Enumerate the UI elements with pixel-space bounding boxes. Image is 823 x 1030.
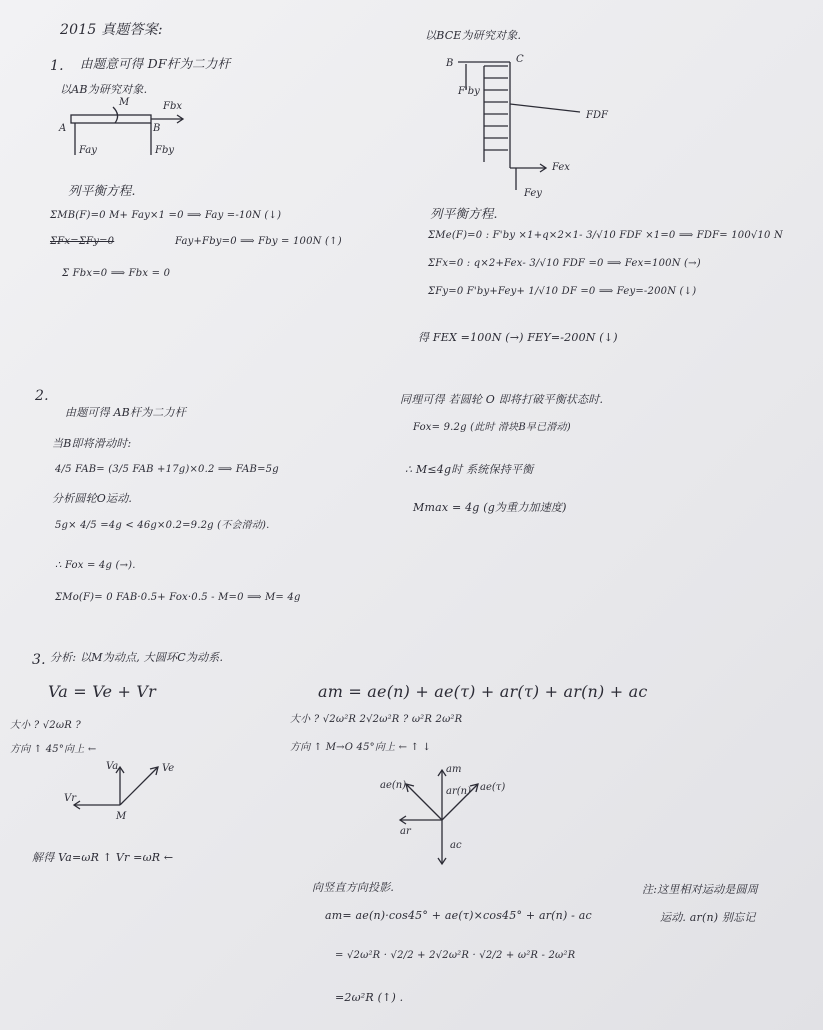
- problem-2-number: 2.: [35, 388, 49, 404]
- label-fay: Fay: [79, 145, 97, 156]
- problem-1-eq-6: ΣFy=0 F'by+Fey+ 1/√10 DF =0 ⟹ Fey=-200N (↓): [428, 286, 697, 297]
- note-line-2: 运动. ar(n) 别忘记: [660, 911, 756, 924]
- acceleration-diagram: [370, 760, 510, 870]
- label-am: am: [446, 764, 462, 775]
- label-b: B: [153, 123, 161, 134]
- label-fbx: Fbx: [163, 101, 182, 112]
- label-ac: ac: [450, 840, 462, 851]
- problem-1-eq-title: 列平衡方程.: [68, 183, 136, 198]
- aen-vector: [406, 784, 442, 820]
- velocity-diagram: [60, 755, 190, 825]
- problem-2-eq-3: ∴ Fox = 4g (→).: [55, 560, 136, 571]
- problem-2-right-3: ∴ M≤4g时 系统保持平衡: [405, 463, 534, 476]
- problem-1-number: 1.: [50, 58, 64, 74]
- projection-line-1: am= ae(n)·cos45° + ae(τ)×cos45° + ar(n) - ac: [325, 909, 592, 922]
- problem-2-line-1: 由题可得 AB杆为二力杆: [65, 406, 186, 419]
- projection-line-2: = √2ω²R · √2/2 + 2√2ω²R · √2/2 + ω²R - 2ω²R: [335, 950, 576, 961]
- problem-3-number: 3.: [32, 652, 46, 668]
- problem-1-eq-2: Fay+Fby=0 ⟹ Fby = 100N (↑): [175, 236, 342, 247]
- label-fex: Fex: [552, 162, 570, 173]
- problem-1-eq-1: ΣMB(F)=0 M+ Fay×1 =0 ⟹ Fay =-10N (↓): [50, 210, 282, 221]
- label-aen: ae(n): [380, 780, 407, 791]
- label-aet: ae(τ): [480, 782, 506, 793]
- problem-1-result: 得 FEX =100N (→) FEY=-200N (↓): [418, 331, 618, 344]
- label-va: Va: [106, 761, 119, 772]
- velocity-result: 解得 Va=ωR ↑ Vr =ωR ←: [32, 851, 174, 864]
- velocity-equation: Va = Ve + Vr: [48, 682, 156, 701]
- label-ve: Ve: [162, 763, 175, 774]
- label-vr: Vr: [64, 793, 77, 804]
- acceleration-equation: am = ae(n) + ae(τ) + ar(τ) + ar(n) + ac: [318, 682, 648, 701]
- problem-2-right-1: 同理可得 若圆轮 O 即将打破平衡状态时.: [400, 393, 604, 406]
- label-c-bce: C: [516, 54, 524, 65]
- label-fby-prime: F'by: [458, 86, 480, 97]
- problem-1-eq-2-strike: ΣFx=ΣFy=0: [50, 236, 115, 247]
- label-m-velocity: M: [116, 811, 127, 822]
- problem-2-line-3: 分析圆轮O运动.: [52, 492, 133, 505]
- problem-1-eq-5: ΣFx=0 : q×2+Fex- 3/√10 FDF =0 ⟹ Fex=100N (→): [428, 258, 701, 269]
- problem-2-right-2: Fox= 9.2g (此时 滑块B早已滑动): [413, 422, 571, 433]
- problem-2-right-4: Mmax = 4g (g为重力加速度): [413, 501, 567, 514]
- beam-ab: [71, 115, 151, 123]
- label-fby: Fby: [155, 145, 174, 156]
- problem-1-eq-title-2: 列平衡方程.: [430, 206, 498, 221]
- problem-3-line-1: 分析: 以M为动点, 大圆环C为动系.: [50, 651, 224, 664]
- problem-2-eq-2: 5g× 4/5 =4g < 46g×0.2=9.2g (不会滑动).: [55, 520, 270, 531]
- label-b-bce: B: [446, 58, 454, 69]
- ve-vector: [120, 767, 158, 805]
- label-a: A: [59, 123, 67, 134]
- note-line-1: 注:这里相对运动是圆周: [642, 883, 758, 896]
- label-fey: Fey: [524, 188, 542, 199]
- acceleration-magnitude-row: 大小 ? √2ω²R 2√2ω²R ? ω²R 2ω²R: [290, 714, 463, 725]
- projection-title: 向竖直方向投影.: [312, 881, 395, 894]
- label-arn: ar(n): [446, 786, 471, 797]
- problem-1-bce-title: 以BCE为研究对象.: [425, 29, 522, 42]
- acceleration-direction-row: 方向 ↑ M→O 45°向上 ← ↑ ↓: [290, 742, 432, 753]
- velocity-direction-row: 方向 ↑ 45°向上 ←: [10, 744, 97, 755]
- problem-1-line-2: 以AB为研究对象.: [60, 83, 148, 96]
- frame-bce-diagram: [440, 50, 608, 200]
- problem-2-line-2: 当B即将滑动时:: [52, 437, 132, 450]
- velocity-magnitude-row: 大小 ? √2ωR ?: [10, 720, 81, 731]
- label-fdf: FDF: [586, 110, 608, 121]
- fdf-arrow: [510, 104, 580, 112]
- label-ar: ar: [400, 826, 411, 837]
- problem-1-eq-3: Σ Fbx=0 ⟹ Fbx = 0: [62, 268, 171, 279]
- problem-2-eq-1: 4/5 FAB= (3/5 FAB +17g)×0.2 ⟹ FAB=5g: [55, 464, 279, 475]
- problem-1-line-1: 由题意可得 DF杆为二力杆: [80, 56, 231, 71]
- problem-2-eq-4: ΣMo(F)= 0 FAB·0.5+ Fox·0.5 - M=0 ⟹ M= 4g: [55, 592, 301, 603]
- problem-1-eq-4: ΣMe(F)=0 : F'by ×1+q×2×1- 3/√10 FDF ×1=0 ⟹ FDF= 100√10 N: [428, 230, 783, 241]
- page-title: 2015 真题答案:: [60, 22, 163, 38]
- projection-line-3: =2ω²R (↑) .: [335, 991, 404, 1004]
- beam-ab-diagram: [55, 95, 195, 165]
- label-m: M: [119, 97, 130, 108]
